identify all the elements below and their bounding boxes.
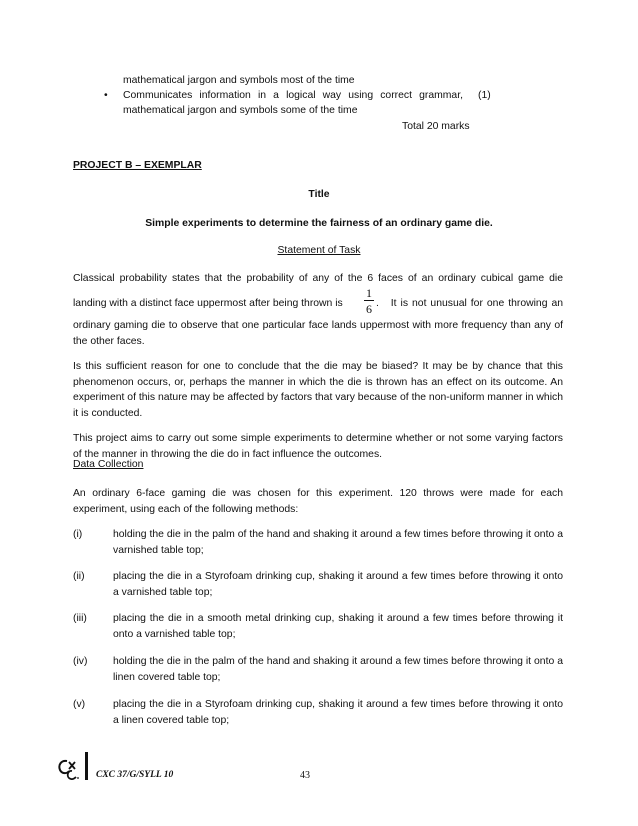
list-item-number: (iv) (73, 656, 88, 667)
list-item-number: (i) (73, 529, 83, 540)
criteria-line-1: mathematical jargon and symbols most of the time (123, 75, 355, 86)
para1-line2a: landing with a distinct face uppermost after being thrown is (73, 298, 343, 309)
total-marks: Total 20 marks (402, 121, 470, 132)
title-label: Title (308, 189, 330, 200)
cxc-logo (56, 756, 82, 782)
fraction-bar (364, 300, 374, 301)
list-item-number: (iii) (73, 613, 87, 624)
list-item-text: holding the die in the palm of the hand and shaking it around a few times before throwing it onto a linen covered table top; (113, 656, 563, 683)
list-item-text: placing the die in a smooth metal drinking cup, shaking it around a few times before throwing it onto a varnished table top; (113, 613, 563, 640)
list-item-number: (ii) (73, 571, 85, 582)
list-item-text: holding the die in the palm of the hand and shaking it around a few times before throwing it onto a varnished table top; (113, 529, 563, 556)
criteria-bullet-text: Communicates information in a logical way using correct grammar, (123, 90, 463, 101)
list-item-text: placing the die in a Styrofoam drinking cup, shaking it around a few times before throwing it onto a varnished table top; (113, 571, 563, 598)
list-item-text: placing the die in a Styrofoam drinking cup, shaking it around a few times before throwing it onto a linen covered table top; (113, 699, 563, 726)
criteria-line-3: mathematical jargon and symbols some of the time (123, 105, 358, 116)
fraction-denominator: 6 (366, 302, 372, 316)
para1-line2b: . It is not unusual for one throwing an (376, 298, 563, 309)
para1-rest: ordinary gaming die to observe that one particular face lands uppermost with more frequency than any of the other faces. (73, 320, 563, 347)
page-number: 43 (300, 770, 310, 781)
footer-divider (85, 752, 88, 780)
list-item (73, 527, 563, 558)
para4: An ordinary 6-face gaming die was chosen for this experiment. 120 throws were made for each experiment, using each of the following methods: (73, 488, 563, 515)
criteria-mark: (1) (478, 90, 491, 101)
para3: This project aims to carry out some simple experiments to determine whether or not some varying factors of the manner in throwing the die do in fact influence the outcomes. (73, 433, 563, 460)
list-item-number: (v) (73, 699, 86, 710)
list-item (73, 654, 563, 685)
statement-heading: Statement of Task (277, 245, 361, 256)
fraction-numerator: 1 (366, 286, 372, 300)
list-item (73, 697, 563, 728)
para1-line1: Classical probability states that the probability of any of the 6 faces of an ordinary cubical game die (73, 273, 563, 284)
list-item (73, 569, 563, 600)
footer-code: CXC 37/G/SYLL 10 (96, 770, 174, 780)
project-heading: PROJECT B – EXEMPLAR (73, 160, 202, 171)
title-text: Simple experiments to determine the fairness of an ordinary game die. (145, 218, 493, 229)
list-item (73, 611, 563, 642)
data-collection-heading: Data Collection (73, 459, 144, 470)
bullet-icon: • (104, 90, 108, 101)
para2: Is this sufficient reason for one to conclude that the die may be biased? It may be by chance that this phenomenon occurs, or, perhaps the manner in which the die is thrown has an effect on its outcome. An experiment of this nature may be affected by factors that vary because of the non-uniform manner in which it is conducted. (73, 361, 563, 419)
